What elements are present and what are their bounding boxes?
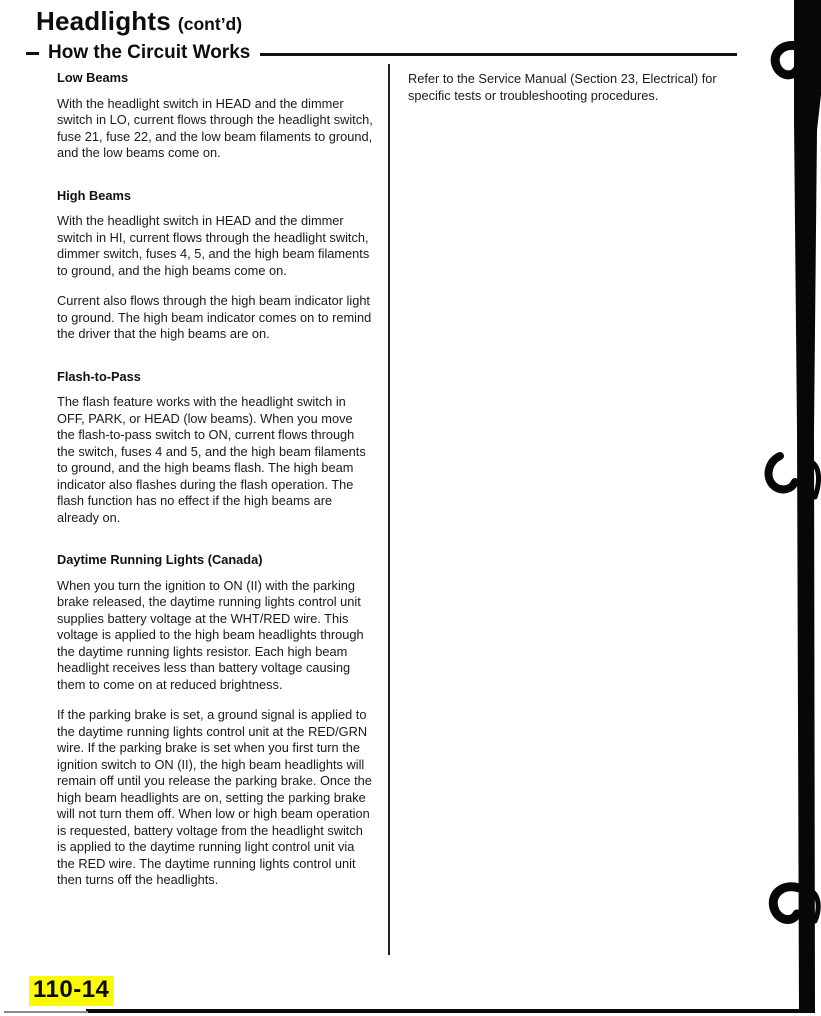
body-paragraph: With the headlight switch in HEAD and the dimmer switch in HI, current flows through the headlight switch, dimmer switch, fuses 4, 5, and the high beam filaments to ground, and the high beams come on. [57,213,370,278]
binder-ring-icon [773,887,799,920]
body-paragraph: With the headlight switch in HEAD and the dimmer switch in LO, current flows through the headlight switch, fuse 21, fuse 22, and the low beam filaments to ground, and the low beams come on. [57,95,373,160]
page-title-main: Headlights [36,6,171,36]
section-heading: Daytime Running Lights (Canada) [57,552,263,567]
scan-edge-band [794,0,821,1013]
section-heading: High Beams [57,187,131,203]
left-column [57,70,373,889]
service-manual-note: Refer to the Service Manual (Section 23, Electrical) for specific tests or troubleshooting procedures. [408,71,717,103]
body-paragraph: The flash feature works with the headlight switch in OFF, PARK, or HEAD (low beams). When you move the flash-to-pass switch to ON, current flows through the switch, fuses 4 and 5, and the high beam filaments to ground, and the high beams flash. The high beam indicator also flashes during the flash operation. The flash function has no effect if the high beams are already on. [57,394,366,525]
page-number: 110-14 [29,976,114,1006]
body-paragraph: When you turn the ignition to ON (II) with the parking brake released, the daytime running lights control unit supplies battery voltage at the WHT/RED wire. This voltage is applied to the high beam headlights through the daytime running lights resistor. Each high beam headlight receives less than battery voltage causing them to come on at reduced brightness. [57,577,364,692]
page-title-suffix: (cont’d) [177,14,243,34]
right-column [408,71,730,104]
page-title [36,6,242,37]
section-header [26,42,737,64]
section-heading: Low Beams [57,70,129,85]
section-low-beams [57,70,373,162]
binder-ring-icon [775,45,797,74]
section-header-title: How the Circuit Works [48,42,251,63]
section-header-rule [260,53,737,56]
section-flash-to-pass [57,369,373,527]
body-paragraph: If the parking brake is set, a ground signal is applied to the daytime running lights control unit at the RED/GRN wire. If the parking brake is set when you first turn the ignition switch to ON (II), the high beam headlights will remain off until you release the parking brake. Once the high beam headlights are on, setting the parking brake will not turn them off. When low or high beam operation is requested, battery voltage from the headlight switch is applied to the daytime running light control unit via the RED wire. The daytime running lights control unit then turns off the headlights. [57,707,372,887]
binder-ring-icon [769,456,795,489]
bottom-scan-line-faint [4,1011,88,1013]
section-heading: Flash-to-Pass [57,368,141,384]
bottom-scan-line [86,1009,812,1013]
column-divider [388,64,390,955]
section-daytime-running-lights [57,552,373,889]
binder-ring-tip [814,893,818,921]
section-high-beams [57,188,373,343]
binder-ring-tip [813,463,819,497]
section-header-dash [26,52,39,55]
body-paragraph: Current also flows through the high beam indicator light to ground. The high beam indicator comes on to remind the driver that the high beams are on. [57,293,372,341]
